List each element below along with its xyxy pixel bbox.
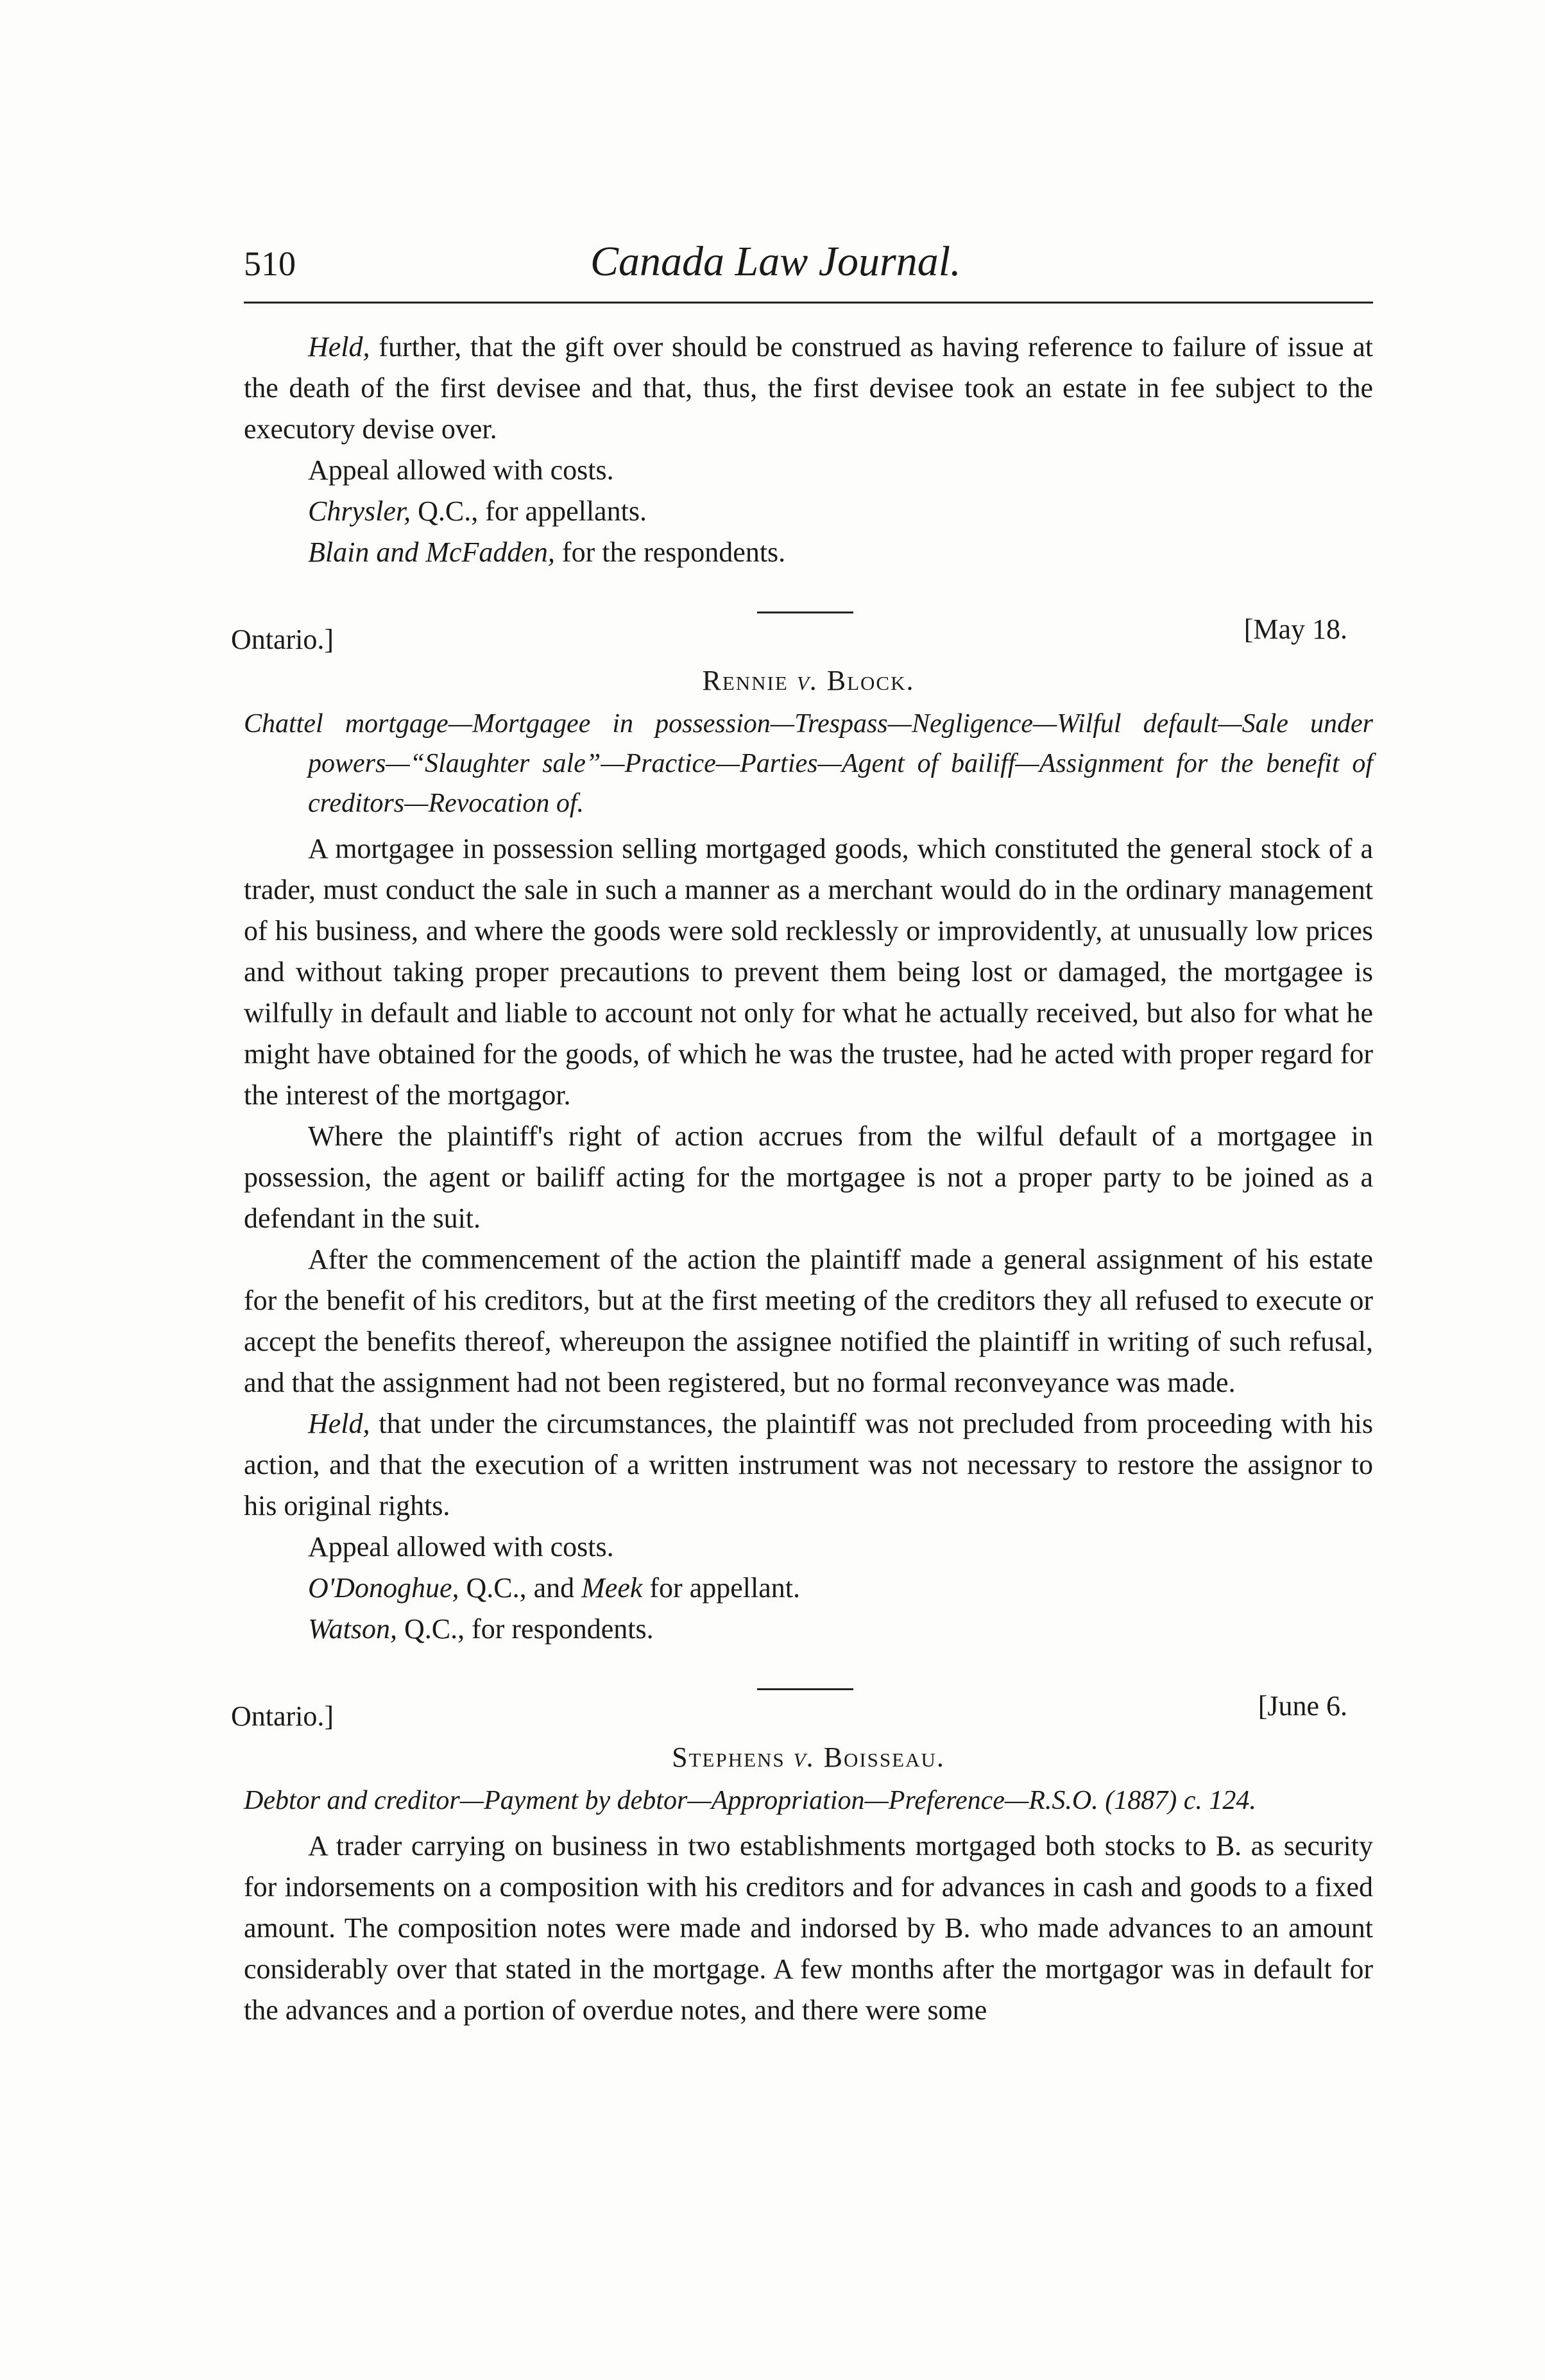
counsel-line: Chrysler, Q.C., for appellants.: [308, 495, 647, 527]
case-name: Rennie v. Block.: [702, 665, 915, 696]
decision-date: [May 18.: [1243, 613, 1347, 645]
section-rule: [757, 1688, 853, 1690]
court-name: Ontario.]: [231, 1700, 334, 1732]
held-text: that under the circumstances, the plaintiff was not precluded from proceeding with his action, and that the execution of a written instrument was not necessary to restore the assignor to his original rights.: [244, 1408, 1373, 1521]
counsel-line: Watson, Q.C., for respondents.: [308, 1613, 654, 1645]
counsel-line: O'Donoghue, Q.C., and Meek for appellant.: [308, 1572, 800, 1604]
running-head: [244, 237, 1373, 304]
disposition: Appeal allowed with costs.: [308, 454, 614, 486]
held-paragraph: [244, 1403, 1373, 1527]
decision-date: [June 6.: [1258, 1690, 1347, 1722]
headnote-paragraph: Where the plaintiff's right of action accrues from the wilful default of a mortgagee in possession, the agent or bailiff acting for the mortgagee is not a proper party to be joined as a defendant in the suit.: [244, 1120, 1373, 1234]
headnote-paragraph: A trader carrying on business in two establishments mortgaged both stocks to B. as security for indorsements on a composition with his creditors and for advances in cash and goods to a fixed amount. The composition notes were made and indorsed by B. who made advances to an amount considerably over that stated in the mortgage. A few months after the mortgagor was in default for the advances and a portion of overdue notes, and there were some: [244, 1830, 1373, 2026]
counsel-name: Chrysler,: [308, 495, 411, 527]
case-stephens-v-boisseau: [231, 1686, 1373, 2031]
counsel-name: O'Donoghue,: [308, 1572, 459, 1604]
catchwords: Debtor and creditor—Payment by debtor—Appropriation—Preference—R.S.O. (1887) c. 124.: [244, 1786, 1256, 1815]
case-rennie-v-block: [231, 609, 1373, 1650]
headnote-paragraph: After the commencement of the action the plaintiff made a general assignment of his estate for the benefit of his creditors, but at the first meeting of the creditors they all refused to execute or accept the benefits thereof, whereupon the assignee notified the plaintiff in writing of such refusal, and that the assignment had not been registered, but no formal reconveyance was made.: [244, 1244, 1373, 1398]
held-lead: Held,: [308, 331, 370, 363]
held-lead: Held,: [308, 1408, 370, 1439]
journal-title: Canada Law Journal.: [590, 238, 961, 285]
counsel-name: Watson,: [308, 1613, 397, 1645]
catchwords: Chattel mortgage—Mortgagee in possession—Trespass—Negligence—Wilful default—Sale under powers—“Slaughter sale”—Practice—Parties—Agent of bailiff—Assignment for the benefit of creditors—Revocation of.: [244, 709, 1373, 818]
page-number: 510: [244, 244, 296, 283]
court-line: [231, 1686, 1373, 1737]
counsel-name: Meek: [581, 1572, 643, 1604]
counsel-name: Blain and McFadden,: [308, 536, 555, 568]
case-name: Stephens v. Boisseau.: [672, 1742, 945, 1773]
headnote-paragraph: A mortgagee in possession selling mortgaged goods, which constituted the general stock of a trader, must conduct the sale in such a manner as a merchant would do in the ordinary management of his business, and where the goods were sold recklessly or improvidently, at unusually low prices and without taking proper precautions to prevent them being lost or damaged, the mortgagee is wilfully in default and liable to account not only for what he actually received, but also for what he might have obtained for the goods, of which he was the trustee, had he acted with proper regard for the interest of the mortgagor.: [244, 833, 1373, 1111]
counsel-line: Blain and McFadden, for the respondents.: [308, 536, 786, 568]
case-continuation: [244, 327, 1373, 573]
section-rule: [757, 612, 853, 613]
court-name: Ontario.]: [231, 624, 334, 655]
court-line: [231, 609, 1373, 660]
held-text: further, that the gift over should be construed as having reference to failure of issue at the death of the first devisee and that, thus, the first devisee took an estate in fee subject to the executory devise over.: [244, 331, 1373, 445]
disposition: Appeal allowed with costs.: [308, 1531, 614, 1562]
held-paragraph: [244, 327, 1373, 450]
page: [231, 237, 1373, 2214]
